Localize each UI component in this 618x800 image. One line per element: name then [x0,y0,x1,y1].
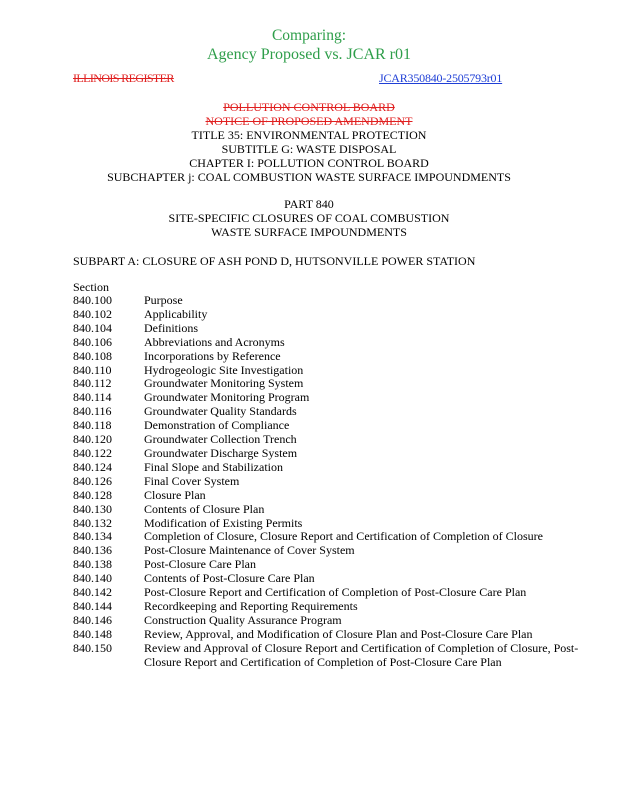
section-number: 840.138 [73,557,112,572]
section-title: Hydrogeologic Site Investigation [144,362,304,377]
section-title: Contents of Closure Plan [144,501,265,516]
section-title: Groundwater Collection Trench [144,432,297,447]
toc-entry [73,558,593,572]
section-number: 840.118 [73,418,112,433]
subpart-heading: SUBPART A: CLOSURE OF ASH POND D, HUTSONVILLE POWER STATION [73,254,476,268]
toc-entry [73,377,593,391]
notice-deleted: NOTICE OF PROPOSED AMENDMENT [205,114,413,128]
section-number: 840.114 [73,390,112,405]
title-heading: TITLE 35: ENVIRONMENTAL PROTECTION [191,128,427,142]
section-title: Demonstration of Compliance [144,418,290,433]
section-number: 840.124 [73,459,112,474]
toc-entry [73,391,593,405]
register-name-deleted: ILLINOIS REGISTER [73,71,174,85]
section-number: 840.140 [73,571,112,586]
section-title: Applicability [144,306,208,321]
section-title: Contents of Post-Closure Care Plan [144,571,315,586]
section-title: Definitions [144,320,198,335]
subtitle-heading: SUBTITLE G: WASTE DISPOSAL [221,142,397,156]
section-title: Closure Plan [144,487,206,502]
section-number: 840.104 [73,320,112,335]
section-number: 840.130 [73,501,112,516]
section-title: Modification of Existing Permits [144,515,303,530]
section-title: Groundwater Discharge System [144,445,298,460]
section-number: 840.108 [73,348,112,363]
section-number: 840.102 [73,306,112,321]
section-title: Groundwater Monitoring Program [144,390,310,405]
part-heading: PART 840 [284,197,334,211]
toc-entry [73,600,593,614]
section-title: Groundwater Quality Standards [144,404,297,419]
section-title: Final Cover System [144,473,240,488]
section-title: Review, Approval, and Modification of Closure Plan and Post-Closure Care Plan [144,626,533,641]
section-number: 840.112 [73,376,112,391]
comparison-subheading: Agency Proposed vs. JCAR r01 [207,46,411,63]
section-title: Post-Closure Maintenance of Cover System [144,543,355,558]
section-title: Purpose [144,293,183,307]
toc-entry [73,461,593,475]
chapter-heading: CHAPTER I: POLLUTION CONTROL BOARD [189,156,429,170]
toc-entry [73,308,593,322]
section-title: Review and Approval of Closure Report and Certification of Completion of Closure, Post-Closure Report and Certification of Completion of Post-Closure Care Plan [144,640,579,669]
toc-entry [73,419,593,433]
section-number: 840.146 [73,612,112,627]
section-number: 840.126 [73,473,112,488]
section-number: 840.116 [73,404,112,419]
toc-entry [73,475,593,489]
section-number: 840.120 [73,432,112,447]
section-column-label: Section [73,280,109,294]
section-title: Incorporations by Reference [144,348,281,363]
toc-entry [73,628,593,642]
toc-entry [73,614,593,628]
section-title: Construction Quality Assurance Program [144,612,342,627]
toc-entry [73,405,593,419]
toc-entry [73,350,593,364]
section-number: 840.100 [73,293,112,307]
section-title: Completion of Closure, Closure Report and Certification of Completion of Closure [144,529,543,544]
toc-entry [73,336,593,350]
section-number: 840.150 [73,640,112,655]
toc-entry [73,447,593,461]
section-number: 840.106 [73,334,112,349]
toc-entry [73,517,593,531]
part-title-line-2: WASTE SURFACE IMPOUNDMENTS [211,225,407,239]
toc-entry [73,586,593,600]
board-name-deleted: POLLUTION CONTROL BOARD [223,100,395,114]
toc-entry [73,530,593,544]
table-of-contents [73,294,593,669]
toc-entry [73,433,593,447]
section-number: 840.136 [73,543,112,558]
section-title: Final Slope and Stabilization [144,459,283,474]
subchapter-heading: SUBCHAPTER j: COAL COMBUSTION WASTE SURFACE IMPOUNDMENTS [107,170,511,184]
section-title: Recordkeeping and Reporting Requirements [144,598,358,613]
section-number: 840.144 [73,598,112,613]
section-number: 840.134 [73,529,112,544]
section-number: 840.110 [73,362,112,377]
part-title-line-1: SITE-SPECIFIC CLOSURES OF COAL COMBUSTION [168,211,450,225]
section-number: 840.142 [73,585,112,600]
toc-entry [73,489,593,503]
section-title: Groundwater Monitoring System [144,376,304,391]
toc-entry [73,572,593,586]
section-title: Post-Closure Care Plan [144,557,256,572]
toc-entry [73,294,593,308]
toc-entry [73,503,593,517]
toc-entry [73,322,593,336]
section-number: 840.148 [73,626,112,641]
comparison-heading: Comparing: [271,27,347,44]
section-number: 840.132 [73,515,112,530]
section-title: Post-Closure Report and Certification of Completion of Post-Closure Care Plan [144,585,527,600]
toc-entry [73,544,593,558]
jcar-reference-link[interactable]: JCAR350840-2505793r01 [379,71,503,85]
toc-entry [73,364,593,378]
section-number: 840.128 [73,487,112,502]
toc-entry [73,642,593,670]
section-title: Abbreviations and Acronyms [144,334,285,349]
section-number: 840.122 [73,445,112,460]
